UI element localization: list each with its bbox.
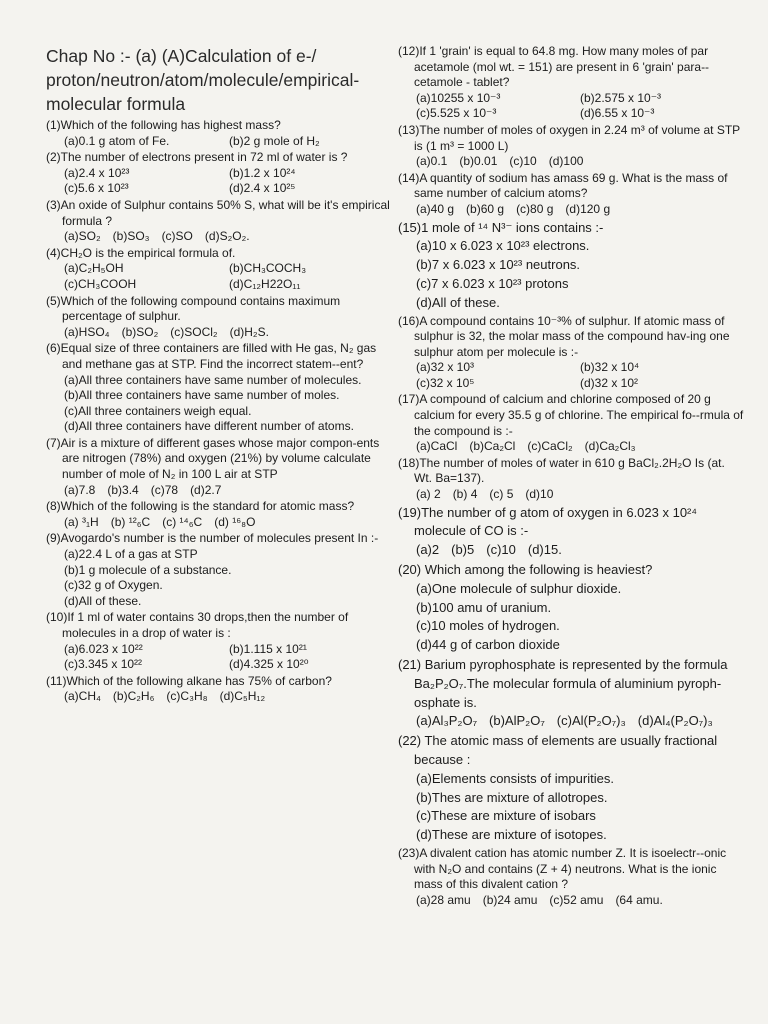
answer-option: (b)2 g mole of H₂ [229, 133, 320, 148]
answer-option: (b)C₂H₆ [112, 689, 155, 704]
answer-option: (d)44 g of carbon dioxide [416, 637, 560, 653]
answer-option: (c)5.525 x 10⁻³ [416, 106, 497, 121]
answer-option: (d)10 [525, 487, 554, 502]
answer-option: (d)Al₄(P₂O₇)₃ [637, 713, 713, 729]
question-text: (4)CH₂O is the empirical formula of. [46, 245, 236, 260]
answer-option: (c)10 [509, 154, 537, 169]
answer-options [398, 202, 744, 218]
answer-option: (c)SO [161, 229, 193, 244]
answer-option: (b) ¹²₆C [110, 514, 151, 529]
question-text: (6)Equal size of three containers are filled with He gas, N₂ gas and methane gas at STP. Find the incorrect statem--ent? [46, 341, 377, 371]
answer-options [46, 483, 394, 499]
answer-option: (b)7 x 6.023 x 10²³ neutrons. [416, 257, 581, 273]
question-item [398, 561, 744, 655]
answer-option: (a)2.4 x 10²³ [64, 165, 130, 180]
answer-option: (d)32 x 10² [580, 375, 639, 390]
answer-option: (c)All three containers weigh equal. [64, 403, 252, 418]
answer-option: (64 amu. [615, 892, 663, 907]
answer-option: (c)C₃H₈ [166, 689, 208, 704]
answer-option: (d)S₂O₂. [204, 229, 250, 244]
question-item [398, 656, 744, 731]
question-list-left [46, 118, 394, 705]
answer-option: (c)7 x 6.023 x 10²³ protons [416, 275, 569, 291]
question-item [46, 341, 394, 435]
answer-options [398, 91, 744, 122]
answer-option: (a)7.8 [64, 482, 96, 497]
answer-option: (c)78 [150, 482, 179, 497]
question-text: (1)Which of the following has highest mass? [46, 118, 281, 132]
answer-option: (a)10255 x 10⁻³ [416, 90, 501, 105]
question-item [46, 150, 394, 197]
question-text: (11)Which of the following alkane has 75% of carbon? [46, 673, 332, 688]
answer-option: (a)10 x 6.023 x 10²³ electrons. [416, 238, 590, 254]
answer-option: (c)80 g [516, 201, 554, 216]
question-list-right [398, 44, 744, 908]
answer-option: (c)32 g of Oxygen. [64, 578, 163, 593]
question-text: (7)Air is a mixture of different gases whose major compon-ents are nitrogen (78%) and oxygen (21%) by volume calculate number of mole of N₂ in 100 L air at STP [46, 435, 380, 482]
question-item [46, 436, 394, 498]
answer-option: (a) 2 [416, 487, 441, 502]
answer-options [398, 360, 744, 391]
answer-option: (c) ¹⁴₆C [162, 514, 203, 529]
answer-option: (d)C₅H₁₂ [219, 689, 266, 704]
answer-option: (a)SO₂ [64, 229, 101, 244]
answer-option: (b)3.4 [107, 482, 139, 497]
answer-option: (a)28 amu [416, 892, 471, 907]
answer-option: (b)Ca₂Cl [469, 439, 516, 454]
answer-option: (d)2.4 x 10²⁵ [229, 181, 296, 196]
answer-option: (b)CH₃COCH₃ [229, 261, 307, 276]
answer-option: (c)3.345 x 10²² [64, 657, 143, 672]
question-text: (15)1 mole of ¹⁴ N³⁻ ions contains :- [398, 219, 604, 235]
answer-option: (c)CH₃COOH [64, 276, 137, 291]
answer-option: (b)SO₂ [121, 324, 159, 339]
answer-option: (d) ¹⁶₈O [214, 514, 256, 529]
question-text: (5)Which of the following compound contains maximum percentage of sulphur. [46, 293, 341, 324]
answer-option: (d)All of these. [416, 294, 500, 310]
question-text: (14)A quantity of sodium has amass 69 g. What is the mass of same number of calcium atoms? [398, 170, 728, 201]
answer-option: (d)6.55 x 10⁻³ [580, 106, 655, 121]
question-text: (9)Avogardo's number is the number of molecules present In :- [46, 531, 379, 546]
answer-option: (c)5.6 x 10²³ [64, 181, 129, 196]
answer-options [398, 893, 744, 909]
answer-option: (b)AlP₂O₇ [489, 713, 545, 729]
question-item [398, 171, 744, 218]
answer-option: (a)32 x 10³ [416, 360, 475, 375]
answer-option: (a)Elements consists of impurities. [416, 770, 614, 786]
answer-options [398, 487, 744, 503]
answer-options [398, 541, 744, 560]
question-text: (13)The number of moles of oxygen in 2.24 m³ of volume at STP is (1 m³ = 1000 L) [398, 122, 740, 153]
answer-option: (b)5 [451, 542, 475, 558]
right-column [398, 44, 744, 909]
answer-option: (a)HSO₄ [64, 324, 110, 339]
question-item [46, 118, 394, 149]
question-text: (21) Barium pyrophosphate is represented by the formula Ba₂P₂O₇.The molecular formula of aluminium pyroph-osphate is. [398, 657, 728, 710]
answer-option: (c)Al(P₂O₇)₃ [556, 713, 626, 729]
question-item [46, 499, 394, 530]
answer-option: (d)Ca₂Cl₃ [584, 439, 636, 454]
answer-options [398, 712, 744, 731]
answer-option: (b)1.115 x 10²¹ [229, 641, 307, 656]
answer-option: (b)24 amu [482, 892, 538, 907]
answer-option: (c)10 moles of hydrogen. [416, 618, 560, 634]
question-item [398, 504, 744, 560]
answer-option: (d)4.325 x 10²⁰ [229, 657, 309, 672]
question-item [46, 198, 394, 245]
answer-option: (a)6.023 x 10²² [64, 641, 143, 656]
answer-options [46, 261, 394, 292]
answer-options [46, 515, 394, 531]
question-text: (8)Which of the following is the standard for atomic mass? [46, 499, 355, 514]
question-item [46, 294, 394, 341]
answer-option: (c)These are mixture of isobars [416, 808, 596, 824]
question-text: (3)An oxide of Sulphur contains 50% S, what will be it's empirical formula ? [46, 197, 390, 228]
answer-options [46, 642, 394, 673]
question-item [398, 314, 744, 392]
question-item [398, 392, 744, 454]
answer-option: (b)100 amu of uranium. [416, 599, 552, 615]
answer-options [398, 439, 744, 455]
answer-option: (b)0.01 [459, 154, 498, 169]
question-text: (16)A compound contains 10⁻³% of sulphur. If atomic mass of sulphur is 32, the molar mass of the compound hav-ing one sulphur atom per molecule is :- [398, 313, 730, 359]
answer-option: (d)2.7 [190, 482, 222, 497]
answer-option: (a)0.1 g atom of Fe. [64, 133, 170, 148]
question-item [46, 674, 394, 705]
question-text: (2)The number of electrons present in 72 ml of water is ? [46, 150, 348, 165]
question-item [398, 44, 744, 122]
answer-options [46, 166, 394, 197]
answer-options [46, 689, 394, 705]
answer-option: (c)10 [486, 542, 516, 558]
answer-option: (a)One molecule of sulphur dioxide. [416, 580, 622, 596]
answer-option: (a)40 g [416, 201, 455, 216]
answer-option: (d)100 [548, 154, 584, 169]
answer-option: (d)H₂S. [229, 324, 269, 339]
answer-option: (d)120 g [565, 201, 611, 216]
question-text: (19)The number of g atom of oxygen in 6.023 x 10²⁴ molecule of CO is :- [398, 504, 697, 539]
answer-option: (c)CaCl₂ [527, 439, 573, 454]
question-item [398, 219, 744, 313]
answer-option: (d)All of these. [64, 593, 142, 608]
question-item [398, 732, 744, 845]
question-item [46, 246, 394, 293]
answer-options [46, 134, 394, 150]
answer-option: (a)CH₄ [64, 689, 101, 704]
answer-option: (a)0.1 [416, 154, 448, 169]
answer-option: (d)C₁₂H22O₁₁ [229, 276, 301, 291]
answer-option: (d)All three containers have different number of atoms. [64, 419, 354, 434]
answer-options [398, 154, 744, 170]
answer-option: (a)CaCl [416, 439, 458, 454]
answer-option: (c)32 x 10⁵ [416, 375, 475, 390]
chapter-title: Chap No :- (a) (A)Calculation of e-/ proton/neutron/atom/molecule/empirical-molecular formula [46, 46, 360, 114]
answer-option: (b)SO₃ [112, 229, 150, 244]
answer-option: (b) 4 [452, 487, 478, 502]
answer-option: (a)C₂H₅OH [64, 261, 124, 276]
left-column [46, 44, 394, 706]
question-text: (18)The number of moles of water in 610 g BaCl₂.2H₂O Is (at. Wt. Ba=137). [398, 455, 725, 486]
question-item [46, 531, 394, 609]
answer-option: (b)60 g [466, 201, 505, 216]
answer-option: (a) ³₁H [64, 514, 99, 529]
question-item [398, 456, 744, 503]
answer-option: (d)15. [527, 542, 562, 558]
answer-option: (b)32 x 10⁴ [580, 360, 640, 375]
answer-option: (b)2.575 x 10⁻³ [580, 90, 662, 105]
answer-option: (b)1 g molecule of a substance. [64, 562, 232, 577]
question-text: (20) Which among the following is heaviest? [398, 562, 653, 578]
answer-options [398, 237, 744, 312]
answer-option: (c)SOCl₂ [170, 324, 218, 339]
answer-option: (a)All three containers have same number of molecules. [64, 372, 362, 387]
answer-option: (b)1.2 x 10²⁴ [229, 165, 296, 180]
answer-option: (a)Al₃P₂O₇ [416, 713, 478, 729]
question-text: (17)A compound of calcium and chlorine composed of 20 g calcium for every 35.5 g of chlorine. The empirical fo--rmula of the compound is :- [398, 392, 744, 438]
answer-option: (d)These are mixture of isotopes. [416, 827, 607, 843]
question-item [398, 846, 744, 908]
question-text: (22) The atomic mass of elements are usually fractional because : [398, 733, 718, 767]
answer-option: (c) 5 [489, 487, 514, 502]
question-item [398, 123, 744, 170]
answer-options [398, 580, 744, 655]
answer-option: (b)All three containers have same number of moles. [64, 388, 340, 403]
answer-options [46, 229, 394, 245]
question-text: (10)If 1 ml of water contains 30 drops,then the number of molecules in a drop of water is : [46, 610, 349, 640]
answer-option: (c)52 amu [549, 892, 604, 907]
question-item [46, 610, 394, 672]
answer-options [398, 770, 744, 845]
answer-options [46, 373, 394, 435]
question-text: (12)If 1 'grain' is equal to 64.8 mg. How many moles of par acetamole (mol wt. = 151) are present in 6 'grain' para--cetamole - tablet? [398, 44, 710, 90]
question-text: (23)A divalent cation has atomic number Z. It is isoelectr--onic with N₂O and contains (Z + 4) neutrons. What is the ionic mass of this divalent cation ? [398, 845, 727, 892]
answer-option: (b)Thes are mixture of allotropes. [416, 789, 608, 805]
answer-option: (a)2 [416, 542, 440, 558]
answer-options [46, 547, 394, 609]
answer-option: (a)22.4 L of a gas at STP [64, 547, 198, 562]
answer-options [46, 325, 394, 341]
